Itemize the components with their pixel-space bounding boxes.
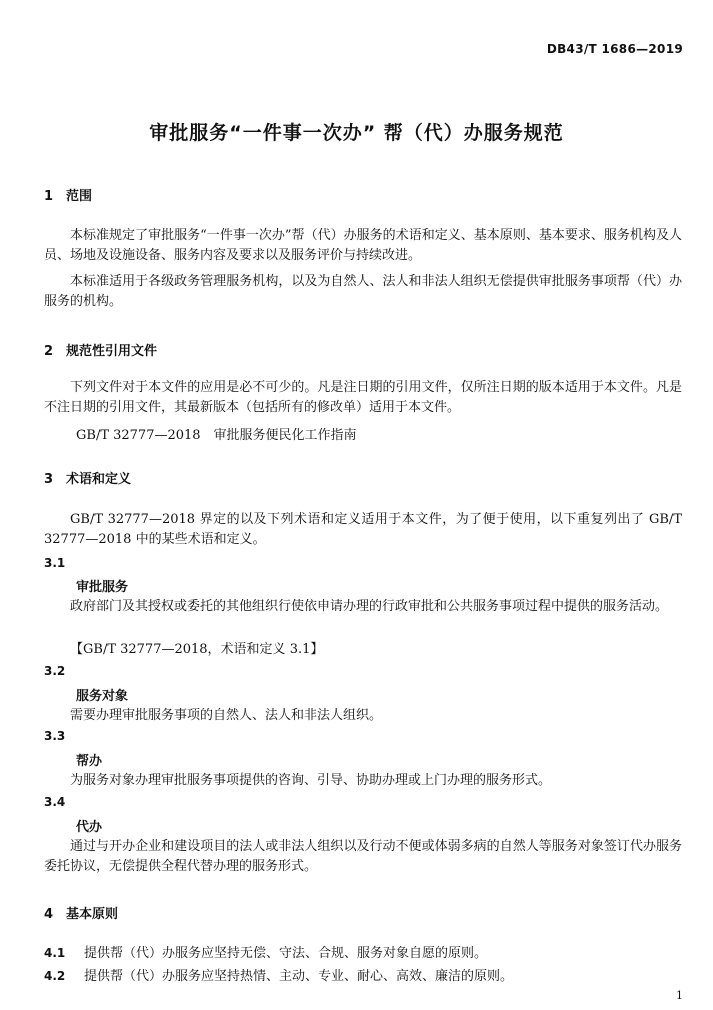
page-number: 1 xyxy=(676,989,683,1002)
item-text: 提供帮（代）办服务应坚持热情、主动、专业、耐心、高效、廉洁的原则。 xyxy=(84,969,514,984)
section-title: 基本原则 xyxy=(66,907,119,922)
principle-item xyxy=(44,943,487,964)
normative-reference: GB/T 32777—2018 审批服务便民化工作指南 xyxy=(76,428,357,443)
section-1-heading xyxy=(44,185,92,204)
section-number: 4 xyxy=(44,907,54,922)
term-number: 3.1 xyxy=(44,556,66,570)
section-number: 2 xyxy=(44,344,54,359)
term-definition: 政府部门及其授权或委托的其他组织行使依申请办理的行政审批和公共服务事项过程中提供的服务活动。 xyxy=(70,599,669,614)
section-title: 范围 xyxy=(66,189,93,204)
section-title: 术语和定义 xyxy=(66,472,132,487)
paragraph: 本标准适用于各级政务管理服务机构，以及为自然人、法人和非法人组织无偿提供审批服务事项帮（代）办服务的机构。 xyxy=(44,274,682,309)
item-text: 提供帮（代）办服务应坚持无偿、守法、合规、服务对象自愿的原则。 xyxy=(84,946,488,961)
term-name: 服务对象 xyxy=(76,689,129,704)
term-number: 3.3 xyxy=(44,729,66,743)
term-number: 3.4 xyxy=(44,795,66,809)
section-4-heading xyxy=(44,903,118,922)
term-definition: 为服务对象办理审批服务事项提供的咨询、引导、协助办理或上门办理的服务形式。 xyxy=(70,773,552,788)
document-code: DB43/T 1686—2019 xyxy=(546,42,683,56)
item-number: 4.1 xyxy=(44,946,66,960)
section-number: 3 xyxy=(44,472,54,487)
term-name: 代办 xyxy=(76,820,103,835)
term-number: 3.2 xyxy=(44,664,66,678)
section-number: 1 xyxy=(44,189,54,204)
paragraph: GB/T 32777—2018 界定的以及下列术语和定义适用于本文件，为了便于使用，以下重复列出了 GB/T 32777—2018 中的某些术语和定义。 xyxy=(44,512,682,547)
document-title: 审批服务“一件事一次办” 帮（代）办服务规范 xyxy=(149,122,564,144)
term-name: 帮办 xyxy=(76,754,103,769)
item-number: 4.2 xyxy=(44,969,66,983)
term-source: 【GB/T 32777—2018，术语和定义 3.1】 xyxy=(70,642,324,657)
section-title: 规范性引用文件 xyxy=(66,344,158,359)
paragraph: 本标准规定了审批服务“一件事一次办”帮（代）办服务的术语和定义、基本原则、基本要求、服务机构及人员、场地及设施设备、服务内容及要求以及服务评价与持续改进。 xyxy=(44,228,682,263)
paragraph: 下列文件对于本文件的应用是必不可少的。凡是注日期的引用文件，仅所注日期的版本适用于本文件。凡是不注日期的引用文件，其最新版本（包括所有的修改单）适用于本文件。 xyxy=(44,380,682,415)
principle-item xyxy=(44,966,513,987)
term-definition: 需要办理审批服务事项的自然人、法人和非法人组织。 xyxy=(70,708,383,723)
section-3-heading xyxy=(44,468,131,487)
term-name: 审批服务 xyxy=(76,580,129,595)
section-2-heading xyxy=(44,340,157,359)
term-definition: 通过与开办企业和建设项目的法人或非法人组织以及行动不便或体弱多病的自然人等服务对象签订代办服务委托协议，无偿提供全程代替办理的服务形式。 xyxy=(44,839,682,874)
